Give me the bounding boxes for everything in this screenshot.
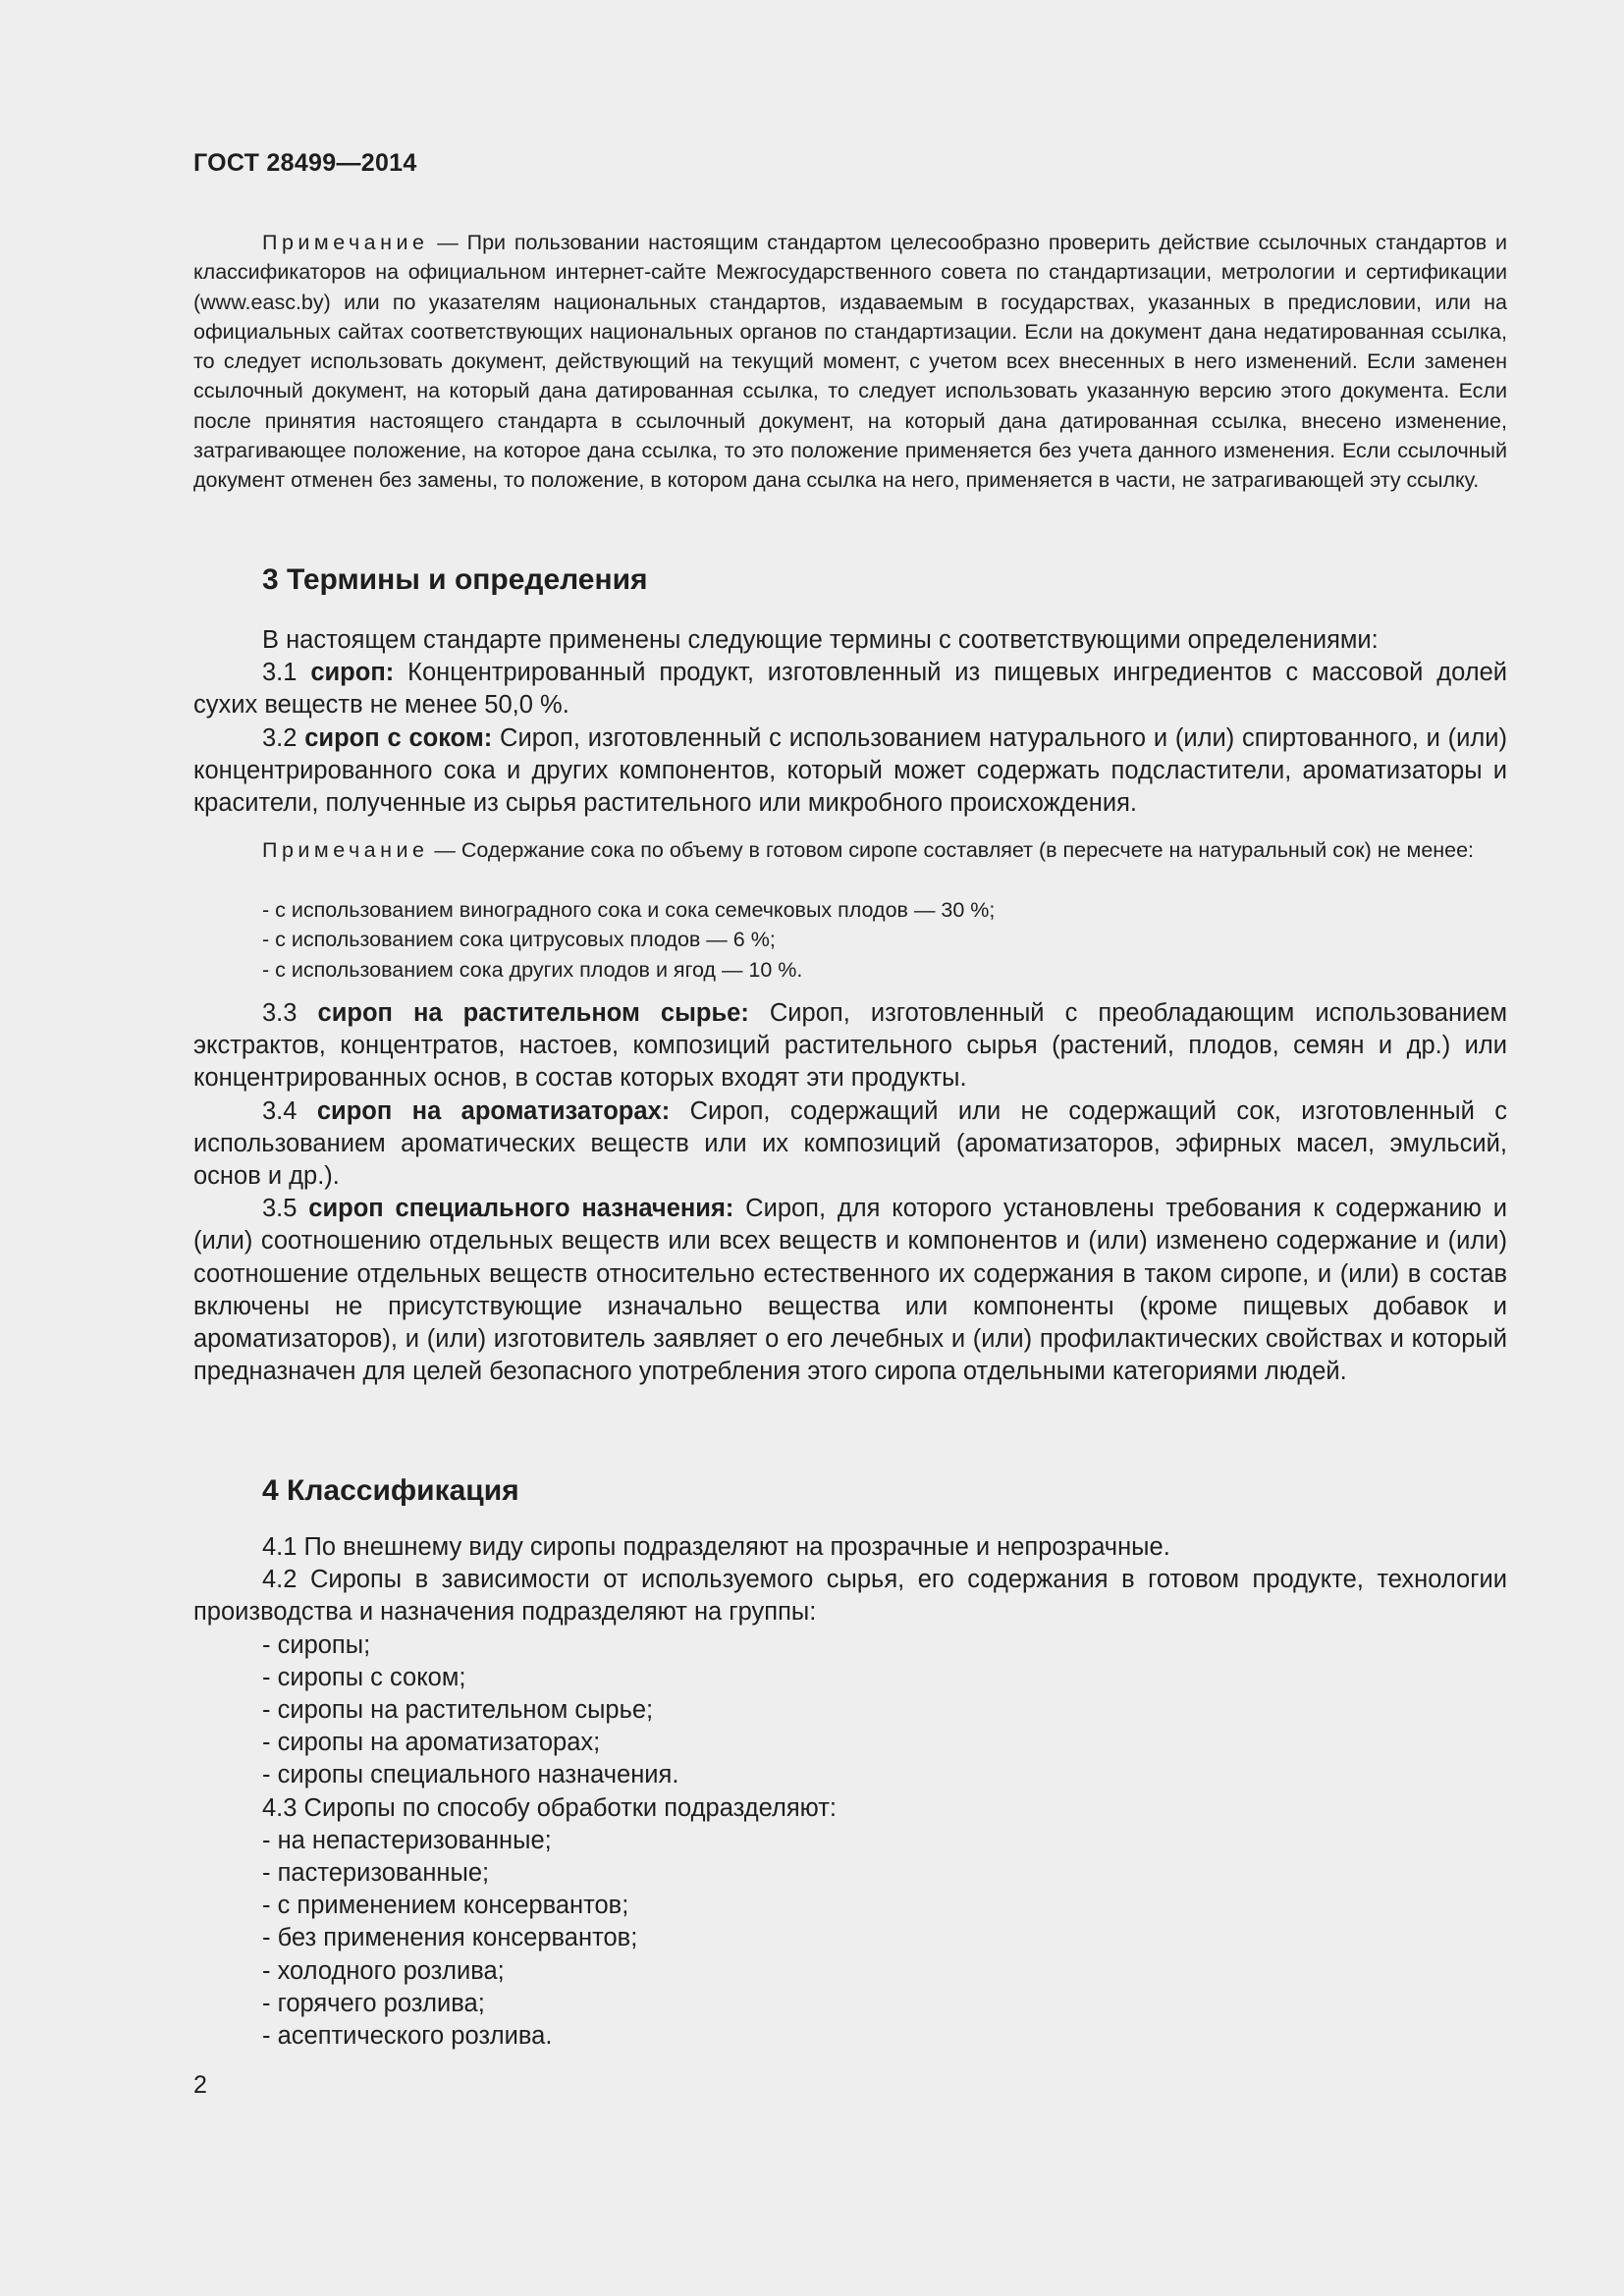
term-definition: Сироп, изготовленный с преобладающим использованием экстрактов, концентратов, настоев, композиций растительного сырья (растений, плодов, семян и др.) или концентрированных основ, в состав которых входят эти продукты. (193, 999, 1507, 1093)
term-3-2 (193, 722, 1507, 821)
term-definition: Сироп, изготовленный с использованием натурального и (или) спиртованного, и (или) концентрированного сока и других компонентов, который может содержать подсластители, ароматизаторы и красители, полученные из сырья растительного или микробного происхождения. (193, 723, 1507, 818)
juice-content-list (262, 895, 1499, 985)
term-name: сироп специального назначения: (308, 1195, 734, 1223)
term-name: сироп на ароматизаторах: (316, 1096, 671, 1125)
list-item: - сиропы с соком; (262, 1663, 466, 1691)
term-3-3 (193, 997, 1507, 1095)
section-3-intro: В настоящем стандарте применены следующие термины с соответствующими определениями: (262, 626, 1379, 654)
section-4-body (193, 1531, 1507, 2053)
list-item: - без применения консервантов; (262, 1924, 638, 1952)
section-3-body-b (193, 997, 1507, 1388)
clause-4-3: 4.3 Сиропы по способу обработки подразделяют: (262, 1793, 837, 1822)
list-item: - горячего розлива; (262, 1989, 485, 2017)
list-item: - сиропы на растительном сырье; (262, 1696, 654, 1725)
list-item: - пастеризованные; (262, 1859, 490, 1888)
term-number: 3.3 (262, 999, 318, 1027)
note-dash: — (428, 838, 461, 862)
term-number: 3.4 (262, 1096, 317, 1125)
clause-4-1: 4.1 По внешнему виду сиропы подразделяют на прозрачные и непрозрачные. (262, 1533, 1170, 1561)
note-text: При пользовании настоящим стандартом целесообразно проверить действие ссылочных стандартов и классификаторов на официальном интернет-сайте Межгосударственного совета по стандартизации, метрологии и сертификации (www.easc.by) или по указателям национальных стандартов, издаваемым в государствах, указанных в предисловии, или на официальных сайтах соответствующих национальных органов по стандартизации. Если на документ дана недатированная ссылка, то следует использовать документ, действующий на текущий момент, с учетом всех внесенных в него изменений. Если заменен ссылочный документ, на который дана датированная ссылка, то следует использовать указанную версию этого документа. Если после принятия настоящего стандарта в ссылочный документ, на который дана датированная ссылка, внесено изменение, затрагивающее положение, на которое дана ссылка, то это положение применяется без учета данного изменения. Если ссылочный документ отменен без замены, то положение, в котором дана ссылка на него, применяется в части, не затрагивающей эту ссылку. (193, 231, 1507, 493)
term-3-4 (193, 1095, 1507, 1194)
term-definition: Сироп, для которого установлены требования к содержанию и (или) соотношению отдельных веществ или всех веществ и компонентов и (или) изменено содержание и (или) соотношение отдельных веществ относительно естественного их содержания в таком сиропе, и (или) в состав включены не присутствующие изначально вещества или компоненты (кроме пищевых добавок и ароматизаторов), и (или) изготовитель заявляет о его лечебных и (или) профилактических свойствах и который предназначен для целей безопасного употребления этого сиропа отдельными категориями людей. (193, 1195, 1507, 1386)
page-number: 2 (193, 2071, 207, 2099)
term-3-1 (193, 657, 1507, 721)
term-definition: Концентрированный продукт, изготовленный из пищевых ингредиентов с массовой долей сухих веществ не менее 50,0 %. (193, 659, 1507, 720)
list-item: - холодного розлива; (262, 1956, 505, 1985)
note-label: Примечание (262, 838, 429, 862)
term-name: сироп: (310, 659, 395, 687)
section-3-body-a (193, 624, 1507, 820)
processing-list (193, 1825, 1507, 2053)
term-number: 3.1 (262, 659, 311, 687)
clause-4-2: 4.2 Сиропы в зависимости от используемого сырья, его содержания в готовом продукте, технологии производства и назначения подразделяют на группы: (193, 1566, 1507, 1627)
list-item: - асептического розлива. (262, 2022, 553, 2051)
list-item: - сиропы на ароматизаторах; (262, 1729, 601, 1757)
section-4-title: 4 Классификация (262, 1474, 519, 1507)
term-number: 3.5 (262, 1195, 309, 1223)
note-text: Содержание сока по объему в готовом сиропе составляет (в пересчете на натуральный сок) не менее: (460, 838, 1475, 862)
note-label: Примечание (262, 231, 429, 254)
section-3-title: 3 Термины и определения (262, 563, 648, 596)
list-item: - с использованием сока цитрусовых плодов — 6 %; (262, 928, 776, 952)
list-item: - с использованием сока других плодов и ягод — 10 %. (262, 957, 803, 982)
term-name: сироп с соком: (304, 723, 493, 752)
term-number: 3.2 (262, 723, 305, 752)
list-item: - сиропы; (262, 1630, 371, 1659)
list-item: - с использованием виноградного сока и сока семечковых плодов — 30 %; (262, 898, 996, 922)
term-definition: Сироп, содержащий или не содержащий сок, изготовленный с использованием ароматических веществ или их композиций (ароматизаторов, эфирных масел, эмульсий, основ и др.). (193, 1096, 1507, 1191)
list-item: - сиропы специального назначения. (262, 1761, 679, 1789)
list-item: - с применением консервантов; (262, 1892, 629, 1920)
groups-list (193, 1629, 1507, 1792)
document-header: ГОСТ 28499—2014 (193, 149, 417, 177)
note-dash: — (428, 231, 467, 254)
term-3-5 (193, 1193, 1507, 1388)
term-name: сироп на растительном сырье: (317, 999, 749, 1027)
reference-note (193, 228, 1507, 496)
list-item: - на непастеризованные; (262, 1826, 552, 1854)
juice-content-note (193, 835, 1507, 865)
